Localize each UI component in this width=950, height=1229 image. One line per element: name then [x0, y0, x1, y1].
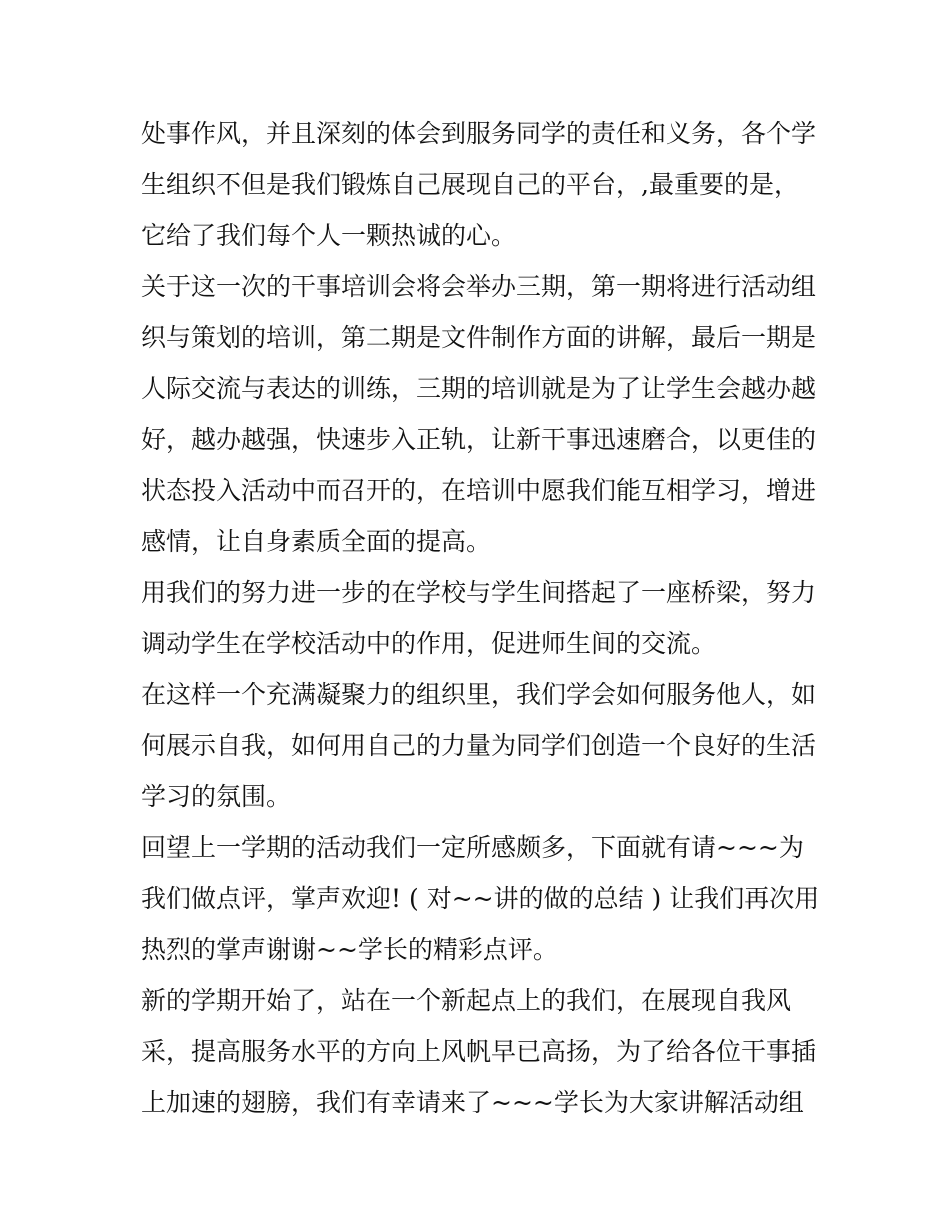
- text-line: 调动学生在学校活动中的作用，促进师生间的交流。: [141, 629, 717, 658]
- text-line: 生组织不但是我们锻炼自己展现自己的平台，,最重要的是，: [141, 170, 799, 199]
- text-line: 热烈的掌声谢谢~~学长的精彩点评。: [141, 935, 558, 964]
- text-line: 用我们的努力进一步的在学校与学生间搭起了一座桥梁，努力: [141, 578, 817, 607]
- text-line: 好，越办越强，快速步入正轨，让新干事迅速磨合，以更佳的: [141, 425, 817, 454]
- text-line: 关于这一次的干事培训会将会举办三期，第一期将进行活动组: [141, 272, 817, 301]
- text-line: 回望上一学期的活动我们一定所感颇多，下面就有请~~~为: [141, 833, 804, 862]
- text-line: 在这样一个充满凝聚力的组织里，我们学会如何服务他人，如: [141, 680, 817, 709]
- text-line: 处事作风，并且深刻的体会到服务同学的责任和义务，各个学: [141, 119, 817, 148]
- text-line: 织与策划的培训，第二期是文件制作方面的讲解，最后一期是: [141, 323, 817, 352]
- document-body: [141, 108, 821, 1128]
- text-line: 新的学期开始了，站在一个新起点上的我们，在展现自我风: [141, 986, 792, 1015]
- text-line: 我们做点评，掌声欢迎! ( 对~~讲的做的总结 ) 让我们再次用: [141, 884, 820, 913]
- text-line: 学习的氛围。: [141, 782, 292, 811]
- text-line: 人际交流与表达的训练，三期的培训就是为了让学生会越办越: [141, 374, 817, 403]
- text-line: 采，提高服务水平的方向上风帆早已高扬，为了给各位干事插: [141, 1037, 817, 1066]
- text-line: 它给了我们每个人一颗热诚的心。: [141, 221, 517, 250]
- text-line: 何展示自我，如何用自己的力量为同学们创造一个良好的生活: [141, 731, 817, 760]
- text-line: 上加速的翅膀，我们有幸请来了~~~学长为大家讲解活动组: [141, 1088, 804, 1117]
- text-line: 感情，让自身素质全面的提高。: [141, 527, 492, 556]
- text-line: 状态投入活动中而召开的，在培训中愿我们能互相学习，增进: [141, 476, 817, 505]
